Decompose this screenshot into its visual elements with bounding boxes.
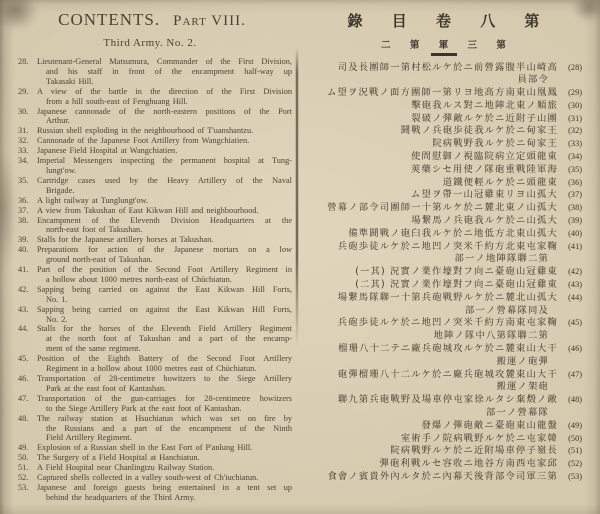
item-text-line bbox=[305, 138, 582, 151]
toc-item-japanese bbox=[305, 164, 582, 177]
toc-item-japanese bbox=[305, 279, 582, 292]
japanese-text: 搬運ノ架砲 bbox=[496, 381, 549, 393]
item-text-line: from a hill south-east of Fenghuang Hill. bbox=[46, 96, 188, 106]
item-number: 43. bbox=[18, 304, 29, 314]
japanese-text: 員部令 bbox=[517, 74, 549, 86]
item-text-line: Transportation of 28-centimetre howitzers to the Siege Artillery bbox=[37, 374, 292, 383]
item-text-line bbox=[305, 292, 582, 305]
item-text-line: Part of the position of the Second Foot Artillery Regiment in bbox=[37, 265, 292, 275]
item-text-line bbox=[305, 189, 582, 202]
japanese-text: 鬪戰ノ兵砲歩徒我ルケ於ニ甸家王 bbox=[400, 125, 558, 137]
japanese-army-subtitle: 二 第 軍 三 第 bbox=[381, 40, 514, 51]
item-number: 29. bbox=[18, 86, 29, 96]
item-number: (35) bbox=[568, 164, 582, 174]
item-text-line: Stalls for the horses of the Eleventh Field Artillery Regiment bbox=[37, 324, 292, 334]
toc-item-japanese bbox=[305, 266, 582, 279]
item-text-line bbox=[305, 381, 582, 394]
toc-item-japanese bbox=[305, 189, 582, 202]
toc-item-japanese bbox=[305, 202, 582, 215]
contents-title: CONTENTS. bbox=[58, 10, 161, 29]
item-text-line: Position of the Eighth Battery of the Second Foot Artillery bbox=[37, 354, 292, 364]
subtitle-rule bbox=[431, 53, 457, 56]
toc-item-japanese bbox=[305, 420, 582, 433]
item-text-line bbox=[305, 458, 582, 471]
japanese-text: 砲彈榴珊八十二ルケ於ニ廠兵砲城攻麓東山大干 bbox=[337, 368, 558, 380]
item-number: (50) bbox=[568, 433, 582, 443]
toc-item-english bbox=[18, 107, 292, 127]
toc-item-english bbox=[18, 473, 292, 483]
toc-item-japanese bbox=[305, 62, 582, 88]
item-text-line bbox=[305, 74, 582, 87]
item-text-line: Regiment in a hollow about 1000 metres east of Chüchiatun. bbox=[46, 364, 257, 374]
item-number: 44. bbox=[18, 324, 29, 334]
page-title bbox=[12, 10, 292, 30]
japanese-text: 搬運ノ砲彈 bbox=[496, 355, 549, 367]
item-text-line: No. 2. bbox=[46, 314, 68, 324]
japanese-text: 場繋馬隊聯一十第兵砲戰野ルケ於ニ麓北山孤大 bbox=[337, 291, 558, 303]
toc-item-english bbox=[18, 235, 292, 245]
item-text-line bbox=[305, 113, 582, 126]
item-number: 39. bbox=[18, 235, 29, 245]
toc-item-english bbox=[18, 483, 292, 503]
item-text-line bbox=[305, 151, 582, 164]
item-number: 34. bbox=[18, 156, 29, 166]
item-text-line: Russian shell exploding in the neighbourhood of T'uanshantzu. bbox=[37, 126, 254, 136]
toc-item-japanese bbox=[305, 369, 582, 395]
item-text-line bbox=[305, 317, 582, 330]
item-text-line: Japanese Field Hospital at Wangchiatien. bbox=[37, 146, 178, 156]
item-number: 48. bbox=[18, 413, 29, 423]
japanese-text: 備準鬪戰ノ砲臼我ルケ於ニ地低方北東山孤大 bbox=[348, 227, 558, 239]
item-text-line: north-east foot of Takushan. bbox=[46, 225, 143, 235]
item-text-line: Preparations for action of the Japanese mortars on a low bbox=[37, 245, 292, 255]
page-gutter-line bbox=[296, 48, 298, 348]
toc-item-english bbox=[18, 87, 292, 107]
item-number: 33. bbox=[18, 146, 29, 156]
toc-item-english bbox=[18, 265, 292, 285]
item-text-line: Japanese and foreign guests being entertained in a tent set up bbox=[37, 482, 292, 492]
item-text-line bbox=[305, 433, 582, 446]
item-text-line bbox=[305, 164, 582, 177]
japanese-item-list bbox=[305, 62, 582, 484]
item-number: 45. bbox=[18, 354, 29, 364]
toc-item-english bbox=[18, 453, 292, 463]
japanese-text: 部一ノ地陣隊聯二第 bbox=[454, 253, 549, 265]
item-number: (46) bbox=[568, 344, 582, 354]
japanese-text: ム望ヲ帶一山冠雞東リヨ山孤大 bbox=[411, 189, 558, 201]
item-number: (30) bbox=[568, 100, 582, 110]
item-text-line bbox=[305, 330, 582, 343]
item-text-line: ment of the same regiment. bbox=[46, 344, 141, 354]
toc-item-english bbox=[18, 245, 292, 265]
item-number: 41. bbox=[18, 265, 29, 275]
japanese-text: 部一ノ營幕隊 bbox=[486, 407, 549, 419]
toc-item-english bbox=[18, 305, 292, 325]
japanese-contents-title: 錄 目 卷 八 第 bbox=[347, 12, 552, 30]
japanese-text: (二其) 況實ノ業作壕對フ向ニ臺砲山冠雞東 bbox=[355, 279, 558, 291]
toc-item-english bbox=[18, 136, 292, 146]
japanese-text: 司及長團師一第村松ルケ於ニ前營露腹半山崎高 bbox=[337, 61, 558, 73]
item-number: 30. bbox=[18, 106, 29, 116]
item-text-line: Transportation of the gun-carriages for 28-centimetre howitzers bbox=[37, 393, 292, 403]
toc-item-japanese bbox=[305, 458, 582, 471]
item-number: (45) bbox=[568, 318, 582, 328]
item-number: (51) bbox=[568, 446, 582, 456]
item-text-line bbox=[305, 279, 582, 292]
item-number: (41) bbox=[568, 241, 582, 251]
item-text-line: Cannonade of the Japanese Foot Artillery from Wangchiatien. bbox=[37, 136, 250, 146]
item-text-line: Park at the east foot of Kantashan. bbox=[46, 383, 167, 393]
japanese-text: 使問慰御ノ視臨院病立定頭龍東 bbox=[411, 151, 558, 163]
item-text-line bbox=[305, 471, 582, 484]
toc-item-english bbox=[18, 216, 292, 236]
item-number: (39) bbox=[568, 216, 582, 226]
item-number: 51. bbox=[18, 463, 29, 473]
item-text-line: Encampment of the Eleventh Division Headquarters at the bbox=[37, 215, 292, 225]
item-number: 52. bbox=[18, 473, 29, 483]
item-number: (40) bbox=[568, 228, 582, 238]
toc-item-english bbox=[18, 394, 292, 414]
toc-item-english bbox=[18, 324, 292, 354]
item-text-line bbox=[305, 100, 582, 113]
japanese-text: 營幕ノ部令司團師一十第ルケ於ニ麓北東ノ山孤大 bbox=[327, 202, 558, 214]
item-number: 42. bbox=[18, 284, 29, 294]
toc-item-japanese bbox=[305, 228, 582, 241]
english-contents-page bbox=[18, 10, 292, 503]
toc-item-english bbox=[18, 206, 292, 216]
item-text-line bbox=[305, 125, 582, 138]
item-number: (31) bbox=[568, 113, 582, 123]
japanese-text: 場繋馬ノ兵砲我ルケ於ニ山孤大 bbox=[411, 215, 558, 227]
item-text-line: Japanese cannonade of the north-eastern positions of the Port bbox=[37, 106, 292, 116]
item-text-line: Cartridge cases used by the Heavy Artillery of the Naval bbox=[37, 175, 292, 185]
item-text-line bbox=[305, 215, 582, 228]
item-number: 46. bbox=[18, 374, 29, 383]
item-text-line bbox=[305, 407, 582, 420]
toc-item-english bbox=[18, 146, 292, 156]
toc-item-japanese bbox=[305, 317, 582, 343]
japanese-text: 食會ノ賓貴外內ルタ於ニ內幕天後背部令司軍三第 bbox=[327, 471, 558, 482]
item-text-line bbox=[305, 87, 582, 100]
item-number: 40. bbox=[18, 245, 29, 255]
toc-item-japanese bbox=[305, 151, 582, 164]
item-text-line: Stalls for the Japanese artillery horses at Takushan. bbox=[37, 235, 214, 245]
item-text-line bbox=[305, 369, 582, 382]
toc-item-japanese bbox=[305, 433, 582, 446]
japanese-text: 聯九第兵砲戰野及場車停屯家徐ルタシ棄燬ノ敵 bbox=[337, 394, 558, 406]
item-text-line: Captured shells collected in a valley south-west of Ch'iuchiatun. bbox=[37, 473, 259, 483]
item-number: (28) bbox=[568, 62, 582, 72]
item-text-line bbox=[305, 177, 582, 190]
item-number: (44) bbox=[568, 292, 582, 302]
item-text-line: Imperial Messengers inspecting the permanent hospital at Tung- bbox=[37, 156, 292, 166]
item-number: 35. bbox=[18, 175, 29, 185]
toc-item-japanese bbox=[305, 241, 582, 267]
toc-item-japanese bbox=[305, 125, 582, 138]
toc-item-english bbox=[18, 57, 292, 87]
toc-item-japanese bbox=[305, 100, 582, 113]
item-number: (32) bbox=[568, 126, 582, 136]
item-number: (38) bbox=[568, 203, 582, 213]
item-number: (42) bbox=[568, 267, 582, 277]
toc-item-japanese bbox=[305, 177, 582, 190]
item-text-line bbox=[305, 241, 582, 254]
item-text-line bbox=[305, 394, 582, 407]
item-text-line: Lieutenant-General Matsumura, Commander of the First Division, bbox=[37, 57, 292, 66]
item-number: 36. bbox=[18, 195, 29, 205]
item-number: (43) bbox=[568, 280, 582, 290]
toc-item-japanese bbox=[305, 394, 582, 420]
item-number: (47) bbox=[568, 369, 582, 379]
item-text-line: Sapping being carried on against the East Kikwan Hill Forts, bbox=[37, 284, 292, 294]
japanese-text: 榴珊八十二テニ廠兵砲城攻ルケ於ニ麓東山大干 bbox=[338, 343, 558, 355]
item-number: 32. bbox=[18, 136, 29, 146]
item-text-line: Takasaki Hill. bbox=[46, 76, 94, 86]
japanese-text: 彈砲利戰ルセ容收ニ地谷方南西屯家邱 bbox=[379, 458, 558, 470]
item-text-line: No. 1. bbox=[46, 294, 68, 304]
japanese-text: 兵砲歩徒ルケ於ニ地凹ノ突米千約方南東屯家鞠 bbox=[337, 317, 558, 329]
toc-item-japanese bbox=[305, 87, 582, 100]
item-text-line: at the north foot of Takushan and a part of the encamp- bbox=[46, 334, 292, 344]
item-number: (34) bbox=[568, 152, 582, 162]
japanese-text: 室術手ノ院病戰野ルケ於ニ屯家韓 bbox=[400, 432, 558, 444]
item-text-line: The Surgery of a Field Hospital at Hanchiatun. bbox=[37, 453, 200, 463]
japanese-text: 部一ノ營幕隊同及 bbox=[465, 304, 549, 316]
japanese-text: 院病戰野ルケ於ニ近附場車停子嶺長 bbox=[390, 445, 558, 457]
japanese-text: (一其) 況實ノ業作壕對フ向ニ臺砲山冠雞東 bbox=[355, 266, 558, 278]
toc-item-english bbox=[18, 156, 292, 176]
contents-part-label: Part VIII. bbox=[173, 13, 246, 29]
japanese-text: 擊砲我ルス對ニ地陣北東ノ順旅 bbox=[411, 99, 558, 111]
japanese-text: 兵砲歩徒ルケ於ニ地凹ノ突米千約方北東屯家鞠 bbox=[337, 240, 558, 252]
item-text-line: ground north-east of Takushan. bbox=[46, 255, 153, 265]
japanese-contents-page bbox=[305, 10, 582, 484]
toc-item-english bbox=[18, 176, 292, 196]
item-text-line bbox=[305, 305, 582, 318]
item-number: 53. bbox=[18, 482, 29, 492]
item-number: (49) bbox=[568, 420, 582, 430]
japanese-text: 發爆ノ彈砲敵ニ臺砲東山龍盤 bbox=[421, 419, 558, 431]
item-number: (33) bbox=[568, 139, 582, 149]
item-text-line bbox=[305, 343, 582, 356]
item-text-line bbox=[305, 62, 582, 75]
item-number: 31. bbox=[18, 126, 29, 136]
item-text-line: The railway station at Hsuchiatun which was set on fire by bbox=[37, 413, 292, 423]
item-number: (48) bbox=[568, 395, 582, 405]
item-number: 47. bbox=[18, 393, 29, 403]
item-text-line: A light railway at Tunglungt'ow. bbox=[37, 195, 149, 205]
item-text-line bbox=[305, 253, 582, 266]
toc-item-japanese bbox=[305, 471, 582, 484]
item-number: 50. bbox=[18, 453, 29, 463]
item-text-line: Sapping being carried on against the East Kikwan Hill Forts, bbox=[37, 304, 292, 314]
toc-item-english bbox=[18, 285, 292, 305]
item-text-line bbox=[305, 266, 582, 279]
toc-item-english bbox=[18, 414, 292, 444]
toc-item-english bbox=[18, 463, 292, 473]
toc-item-japanese bbox=[305, 292, 582, 318]
item-text-line: the Russians and a part of the encampment of the Ninth bbox=[46, 423, 292, 433]
item-text-line bbox=[305, 445, 582, 458]
item-number: 28. bbox=[18, 57, 29, 66]
item-text-line: a hollow about 1000 metres north-east of Chüchiatun. bbox=[46, 274, 232, 284]
toc-item-japanese bbox=[305, 215, 582, 228]
english-item-list bbox=[18, 57, 292, 503]
toc-item-japanese bbox=[305, 343, 582, 369]
toc-item-english bbox=[18, 443, 292, 453]
item-text-line bbox=[305, 228, 582, 241]
toc-item-english bbox=[18, 126, 292, 136]
toc-item-english bbox=[18, 374, 292, 394]
paper-stain-left bbox=[0, 150, 16, 270]
item-number: (29) bbox=[568, 88, 582, 98]
toc-item-japanese bbox=[305, 445, 582, 458]
item-text-line: A view of the battle in the direction of the First Division bbox=[37, 86, 292, 96]
japanese-text: 院病戰野我ルケ於ニ甸家王 bbox=[432, 138, 558, 150]
japanese-text: 裂破ノ彈敵ルケ於ニ近附子山團 bbox=[411, 112, 558, 124]
item-text-line bbox=[305, 356, 582, 369]
japanese-text: 地陣ノ隊中八第隊聯二第 bbox=[433, 330, 549, 342]
item-text-line bbox=[305, 202, 582, 215]
item-number: (37) bbox=[568, 190, 582, 200]
toc-item-japanese bbox=[305, 138, 582, 151]
item-text-line: and his staff in front of the encampment half-way up bbox=[46, 66, 292, 76]
item-text-line: Arthur. bbox=[46, 116, 70, 126]
item-text-line: behind the headquarters of the Third Army. bbox=[46, 492, 196, 502]
item-number: (36) bbox=[568, 177, 582, 187]
item-text-line bbox=[305, 420, 582, 433]
item-text-line: to the Siege Artillery Park at the east foot of Kantashan. bbox=[46, 403, 242, 413]
toc-item-english bbox=[18, 354, 292, 374]
japanese-text: ム望ヲ況戰ノ面方團師一第リヨ地高方南東山凰鳳 bbox=[327, 87, 558, 99]
item-text-line: lungt'ow. bbox=[46, 165, 77, 175]
item-text-line: Explosion of a Russian shell in the East Fort of P'anlung Hill. bbox=[37, 443, 253, 453]
army-subtitle: Third Army. No. 2. bbox=[103, 37, 197, 49]
item-text-line: Brigade. bbox=[46, 185, 75, 195]
item-number: 49. bbox=[18, 443, 29, 453]
japanese-text: 莢藥シセ用使ノ隊砲重戰陸軍海 bbox=[411, 163, 558, 175]
item-number: (52) bbox=[568, 459, 582, 469]
toc-item-english bbox=[18, 196, 292, 206]
item-number: 38. bbox=[18, 215, 29, 225]
toc-item-japanese bbox=[305, 113, 582, 126]
item-text-line: Field Artillery Regiment. bbox=[46, 433, 132, 443]
item-text-line: A Field Hospital near Chanlingtzu Railway Station. bbox=[37, 463, 215, 473]
item-number: 37. bbox=[18, 205, 29, 215]
japanese-text: 道鐵便輕ルケ於ニ頭龍東 bbox=[442, 176, 558, 188]
item-text-line: A view from Takushan of East Kikwan Hill and neighbourhood. bbox=[37, 205, 259, 215]
item-number: (53) bbox=[568, 472, 582, 481]
